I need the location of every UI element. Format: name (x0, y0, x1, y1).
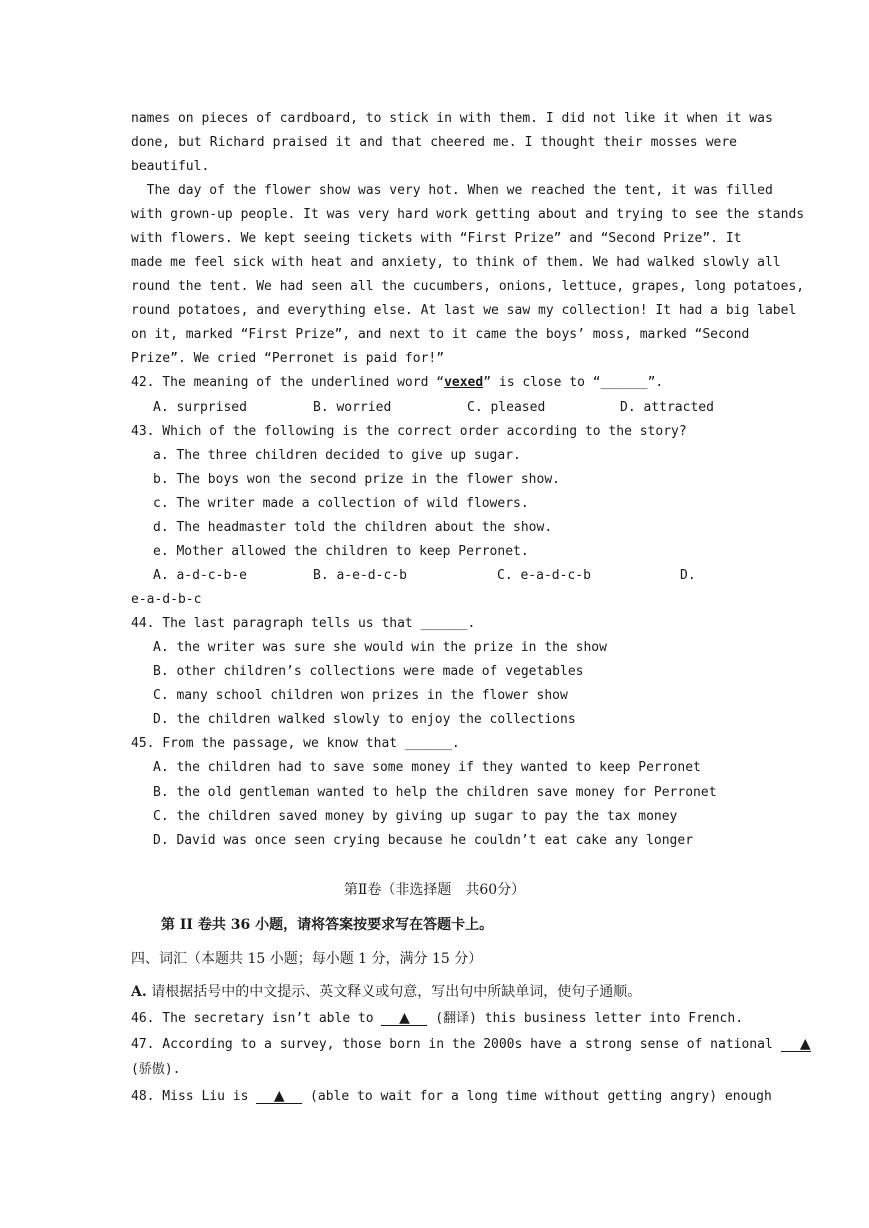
option-45-a: A. the children had to save some money if they wanted to keep Perronet (153, 760, 701, 775)
underlined-word: vexed (444, 375, 484, 390)
triangle-icon: ▲ (273, 1088, 285, 1104)
subsection-a-instruction: A. 请根据括号中的中文提示、英文释义或句意，写出句中所缺单词，使句子通顺。 (131, 984, 642, 1000)
event-item-a: a. The three children decided to give up sugar. (153, 448, 521, 463)
passage-line: names on pieces of cardboard, to stick in with them. I did not like it when it was (131, 111, 773, 126)
question-45-stem: 45. From the passage, we know that ______. (131, 736, 460, 751)
event-item-e: e. Mother allowed the children to keep Perronet. (153, 544, 529, 559)
passage-line: round the tent. We had seen all the cucumbers, onions, lettuce, grapes, long potatoes, (131, 279, 805, 294)
option-44-a: A. the writer was sure she would win the prize in the show (153, 640, 607, 655)
option-43-d: D. (680, 568, 696, 583)
answer-blank[interactable] (381, 1011, 427, 1026)
passage-line: beautiful. (131, 159, 210, 174)
section-4-heading: 四、词汇（本题共 15 小题；每小题 1 分，满分 15 分） (131, 951, 483, 967)
question-46: 46. The secretary isn’t able to ▲ (翻译) this business letter into French. (131, 1010, 744, 1026)
triangle-icon: ▲ (399, 1010, 410, 1026)
question-42-stem: 42. The meaning of the underlined word “vexed” is close to “______”. (131, 375, 664, 390)
part-2-title: 第Ⅱ卷（非选择题 共60分） (343, 882, 526, 898)
option-42-c: C. pleased (467, 400, 546, 415)
option-45-c: C. the children saved money by giving up sugar to pay the tax money (153, 809, 678, 824)
passage-line: done, but Richard praised it and that cheered me. I thought their mosses were (131, 135, 737, 150)
answer-blank[interactable] (781, 1037, 811, 1052)
passage-line: Prize”. We cried “Perronet is paid for!” (131, 351, 445, 366)
option-44-c: C. many school children won prizes in the flower show (153, 688, 568, 703)
option-43-d-wrap: e-a-d-b-c (131, 592, 202, 607)
part-2-note: 第 II 卷共 36 小题，请将答案按要求写在答题卡上。 (161, 917, 494, 933)
triangle-icon: ▲ (799, 1036, 811, 1052)
option-45-d: D. David was once seen crying because he couldn’t eat cake any longer (153, 833, 694, 848)
option-42-a: A. surprised (153, 400, 247, 415)
option-43-c: C. e-a-d-c-b (497, 568, 591, 583)
passage-line: with grown-up people. It was very hard work getting about and trying to see the stands (131, 207, 805, 222)
question-44-stem: 44. The last paragraph tells us that ______. (131, 616, 476, 631)
option-43-b: B. a-e-d-c-b (313, 568, 407, 583)
passage-line: with flowers. We kept seeing tickets with “First Prize” and “Second Prize”. It (131, 231, 742, 246)
passage-line: made me feel sick with heat and anxiety, to think of them. We had walked slowly all (131, 255, 781, 270)
passage-line: on it, marked “First Prize”, and next to it came the boys’ moss, marked “Second (131, 327, 750, 342)
event-item-c: c. The writer made a collection of wild flowers. (153, 496, 529, 511)
option-42-d: D. attracted (620, 400, 714, 415)
option-44-d: D. the children walked slowly to enjoy the collections (153, 712, 576, 727)
option-43-a: A. a-d-c-b-e (153, 568, 247, 583)
question-47-wrap: (骄傲). (131, 1062, 181, 1077)
option-42-b: B. worried (313, 400, 392, 415)
passage-line: round potatoes, and everything else. At last we saw my collection! It had a big label (131, 303, 797, 318)
option-44-b: B. other children’s collections were made of vegetables (153, 664, 584, 679)
passage-line: The day of the flower show was very hot. When we reached the tent, it was filled (131, 183, 773, 198)
question-47: 47. According to a survey, those born in the 2000s have a strong sense of national ▲ (131, 1036, 811, 1052)
answer-blank[interactable] (256, 1089, 302, 1104)
question-48: 48. Miss Liu is ▲ (able to wait for a long time without getting angry) enough (131, 1088, 772, 1104)
question-43-stem: 43. Which of the following is the correct order according to the story? (131, 424, 687, 439)
event-item-d: d. The headmaster told the children about the show. (153, 520, 553, 535)
option-45-b: B. the old gentleman wanted to help the children save money for Perronet (153, 785, 717, 800)
event-item-b: b. The boys won the second prize in the flower show. (153, 472, 560, 487)
